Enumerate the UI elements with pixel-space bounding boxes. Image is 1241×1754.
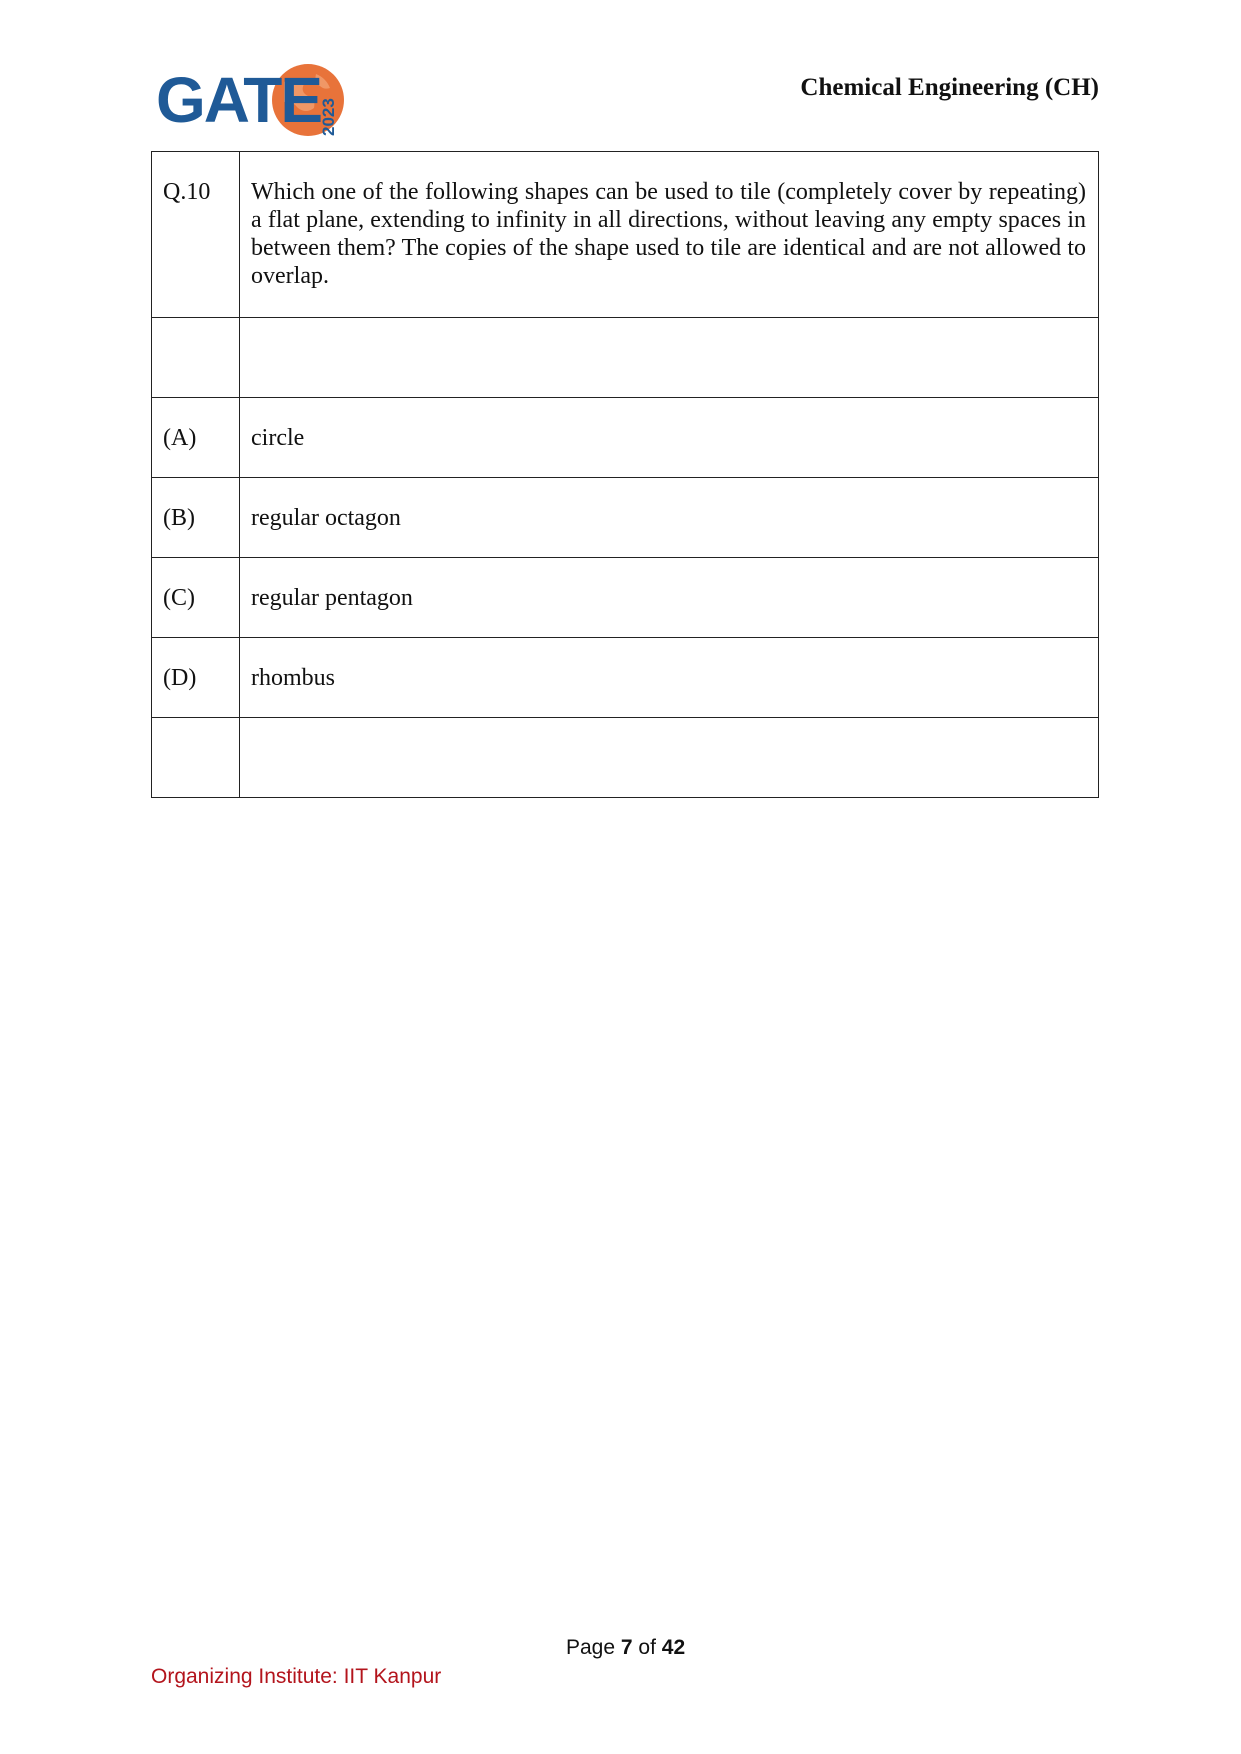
option-label: (C): [152, 558, 240, 638]
gate-2023-logo: [156, 60, 356, 140]
svg-text:GATE: GATE: [156, 64, 322, 136]
question-table: [151, 151, 1099, 798]
option-text: regular pentagon: [240, 558, 1099, 638]
option-row-a: [152, 398, 1099, 478]
blank-row: [152, 318, 1099, 398]
option-label: (B): [152, 478, 240, 558]
blank-row: [152, 718, 1099, 798]
organizing-institute: Organizing Institute: IIT Kanpur: [151, 1665, 442, 1688]
question-number: Q.10: [152, 152, 240, 318]
page-number: Page 7 of 42: [566, 1636, 686, 1659]
option-row-b: [152, 478, 1099, 558]
option-text: rhombus: [240, 638, 1099, 718]
option-row-d: [152, 638, 1099, 718]
option-label: (A): [152, 398, 240, 478]
option-text: regular octagon: [240, 478, 1099, 558]
question-text: Which one of the following shapes can be used to tile (completely cover by repeating) a flat plane, extending to infinity in all directions, without leaving any empty spaces in between them? The copies of the shape used to tile are identical and are not allowed to overlap.: [240, 152, 1099, 318]
option-label: (D): [152, 638, 240, 718]
option-text: circle: [240, 398, 1099, 478]
question-row: [152, 152, 1099, 318]
option-row-c: [152, 558, 1099, 638]
svg-text:2023: 2023: [319, 98, 338, 136]
subject-title: Chemical Engineering (CH): [800, 74, 1099, 101]
